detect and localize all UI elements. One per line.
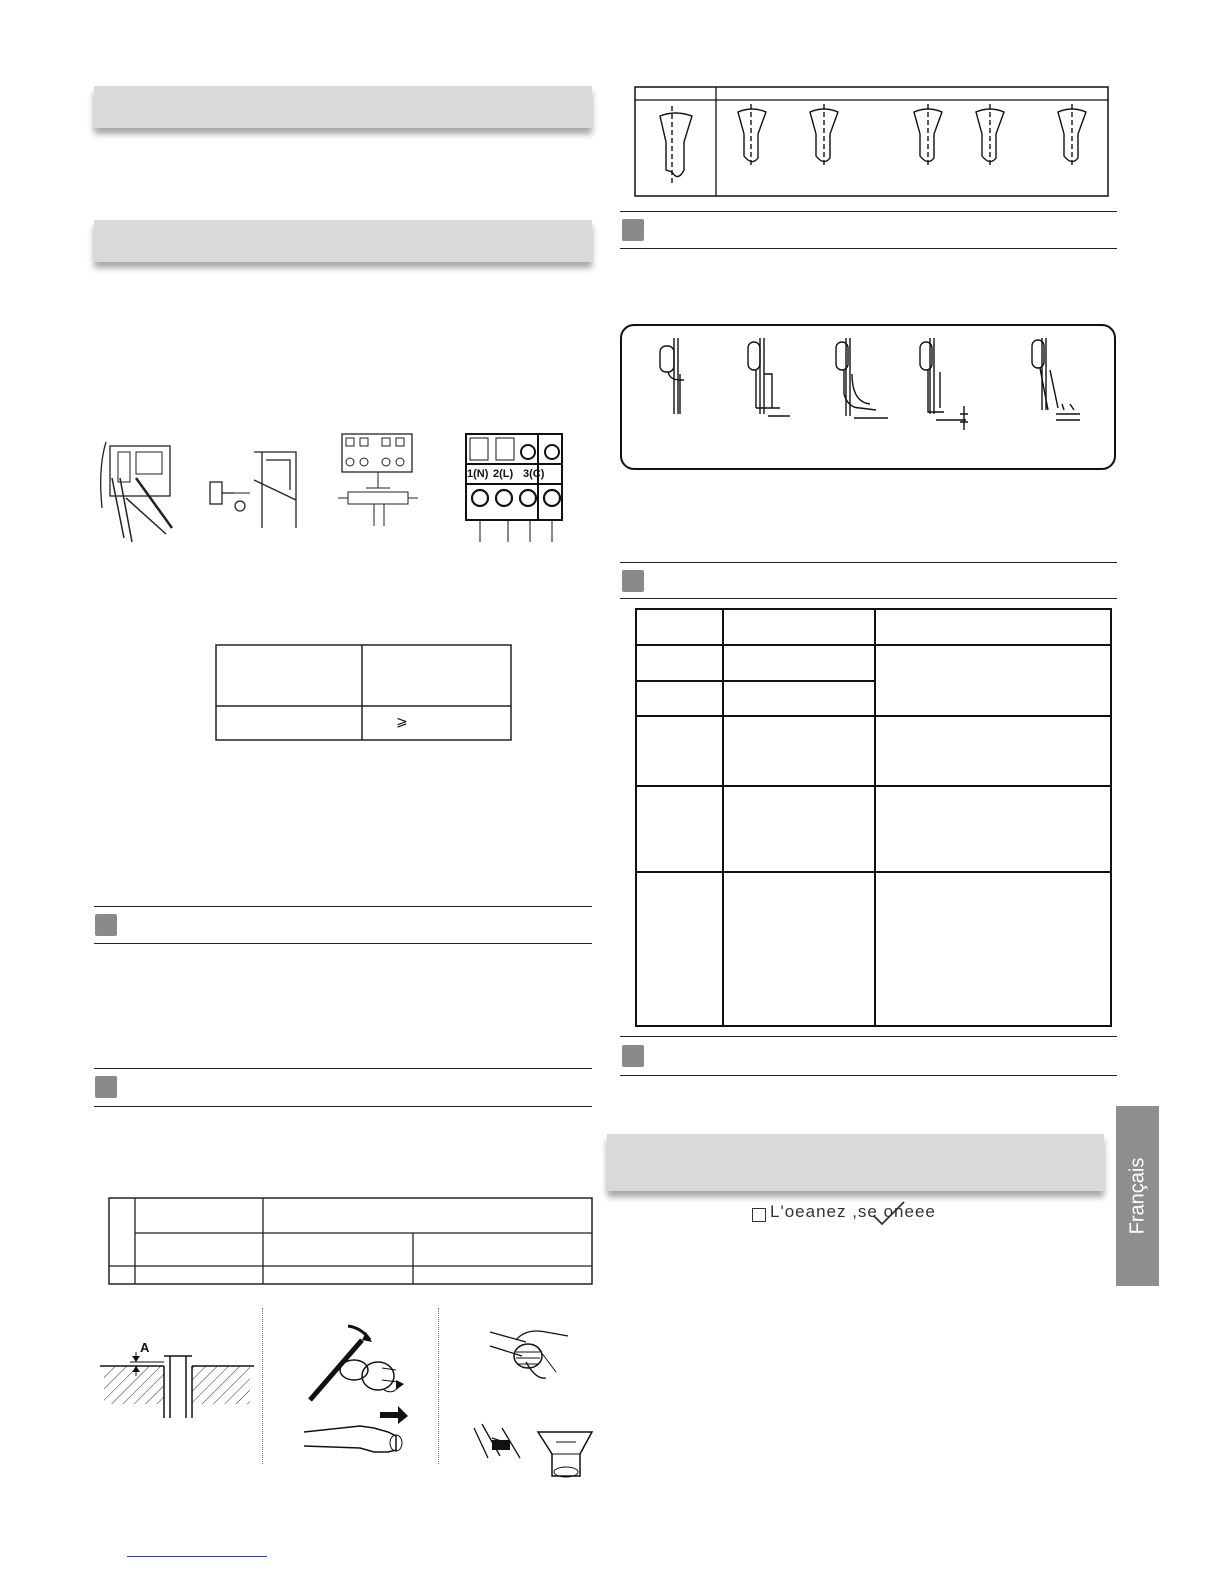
section-marker-right-a — [622, 219, 644, 241]
section-rule-right-c-top — [620, 1036, 1117, 1037]
section-marker-left-b — [95, 1076, 117, 1098]
footer-link-underline[interactable] — [127, 1556, 267, 1557]
dotted-separator-1 — [262, 1308, 263, 1464]
reamer-illustration — [300, 1320, 412, 1470]
flare-dimension-figure — [100, 1336, 254, 1422]
indoor-unit-wiring-illustration — [96, 438, 176, 542]
flare-dimension-label: A — [140, 1340, 150, 1355]
section-rule-right-a-bottom — [620, 248, 1117, 249]
flare-tool-illustration — [470, 1418, 594, 1478]
section-marker-right-c — [622, 1045, 644, 1067]
checkbox[interactable] — [752, 1208, 766, 1222]
section-rule-left-a-top — [94, 906, 592, 907]
section-marker-left-a — [95, 914, 117, 936]
section-rule-left-b-top — [94, 1068, 592, 1069]
section-rule-right-c-bottom — [620, 1075, 1117, 1076]
language-tab[interactable] — [1116, 1106, 1159, 1286]
dotted-separator-2 — [438, 1308, 439, 1464]
flaring-table — [109, 1198, 594, 1286]
section-banner-1 — [94, 86, 592, 128]
section-rule-right-b-top — [620, 562, 1117, 563]
troubleshooting-table — [635, 608, 1113, 1028]
section-marker-right-b — [622, 570, 644, 592]
terminal-label-2: 2(L) — [493, 468, 514, 480]
wire-table-symbol: ⩾ — [396, 713, 408, 729]
ring-terminal-illustration — [204, 440, 300, 530]
checkmark-icon — [872, 1200, 906, 1226]
wire-size-table — [216, 645, 512, 741]
drain-hose-illustrations — [640, 334, 1100, 434]
checkbox-label-fragment: L'oeanez ,se oneee — [770, 1202, 936, 1221]
section-rule-left-b-bottom — [94, 1106, 592, 1107]
section-banner-2 — [94, 220, 592, 262]
terminal-strip-illustration — [338, 430, 418, 526]
flare-inspection-table — [634, 86, 1110, 198]
hand-tightening-illustration — [486, 1322, 572, 1392]
terminal-block-figure — [466, 434, 562, 542]
terminal-label-3: 3(C) — [523, 468, 545, 480]
section-rule-right-b-bottom — [620, 598, 1117, 599]
section-banner-right — [607, 1134, 1104, 1191]
section-rule-left-a-bottom — [94, 943, 592, 944]
section-rule-right-a-top — [620, 211, 1117, 212]
language-tab-label: Français — [1126, 1157, 1148, 1235]
terminal-label-1: 1(N) — [467, 468, 489, 480]
